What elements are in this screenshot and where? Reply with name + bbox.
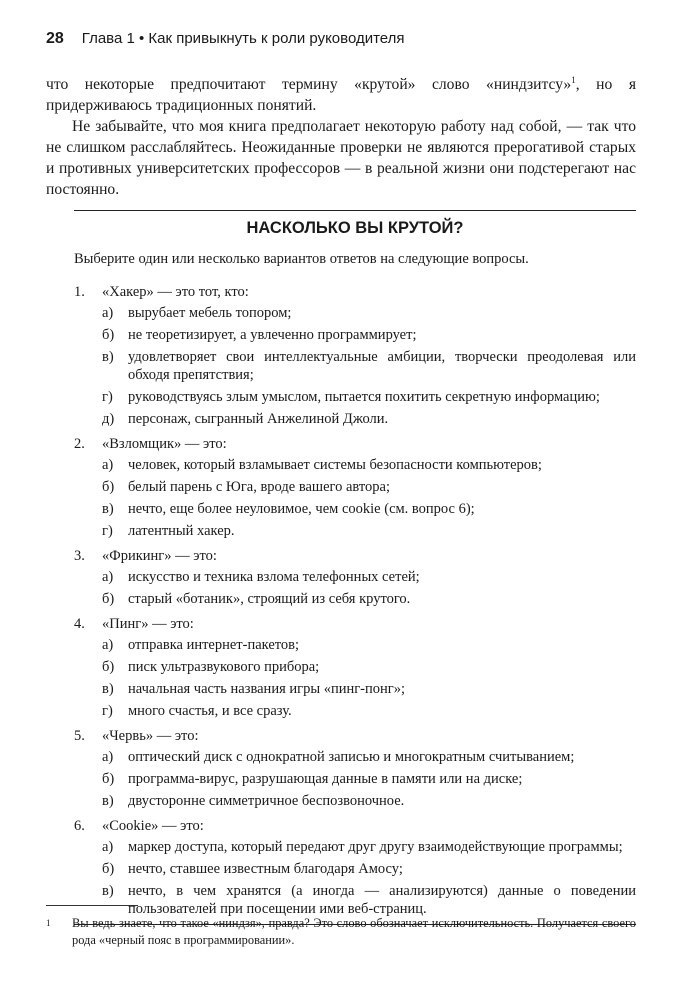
answer-list — [74, 636, 636, 720]
question — [74, 546, 636, 608]
answer-text: удовлетворяет свои интеллектуальные амбиции, творчески преодолевая или обходя препятствия; — [128, 349, 636, 383]
quiz-sidebar — [74, 210, 636, 925]
question-number: 6. — [74, 818, 85, 834]
answer-text: оптический диск с однократной записью и многократным считыванием; — [128, 749, 575, 765]
answer-text: начальная часть названия игры «пинг-понг»; — [128, 681, 406, 697]
answer-text: нечто, ставшее известным благодаря Амосу; — [128, 861, 403, 877]
question-text — [74, 726, 636, 746]
answer-text: руководствуясь злым умыслом, пытается похитить секретную информацию; — [128, 389, 600, 405]
question-label: «Взломщик» — это: — [102, 436, 227, 452]
question — [74, 726, 636, 810]
answer-letter: а) — [102, 457, 114, 473]
answer-option — [74, 478, 636, 496]
answer-option — [74, 568, 636, 586]
answer-option — [74, 680, 636, 698]
paragraph-2: Не забывайте, что моя книга предполагает некоторую работу над собой, — так что не слишком расслабляйтесь. Неожиданные проверки не являются прерогативой старых и противных университетских профессоров — в реальной жизни они подстерегают нас постоянно. — [46, 118, 636, 198]
answer-text: персонаж, сыгранный Анжелиной Джоли. — [128, 411, 389, 427]
answer-letter: в) — [102, 349, 114, 365]
answer-letter: б) — [102, 659, 115, 675]
paragraph-1-text: что некоторые предпочитают термину «крутой» слово «ниндзитсу» — [46, 76, 572, 93]
answer-option — [74, 348, 636, 384]
question-text — [74, 434, 636, 454]
question-label: «Cookie» — это: — [102, 818, 204, 834]
answer-option — [74, 410, 636, 428]
question — [74, 614, 636, 720]
question-number: 5. — [74, 728, 85, 744]
question-label: «Червь» — это: — [102, 728, 199, 744]
answer-text: вырубает мебель топором; — [128, 305, 292, 321]
answer-option — [74, 456, 636, 474]
answer-text: двусторонне симметричное беспозвоночное. — [128, 793, 405, 809]
question-list — [74, 282, 636, 918]
answer-list — [74, 304, 636, 428]
answer-text: отправка интернет-пакетов; — [128, 637, 300, 653]
answer-letter: б) — [102, 771, 115, 787]
answer-option — [74, 388, 636, 406]
answer-option — [74, 702, 636, 720]
footnote-divider — [46, 905, 138, 906]
answer-letter: б) — [102, 327, 115, 343]
question-text — [74, 614, 636, 634]
answer-letter: б) — [102, 479, 115, 495]
question-number: 4. — [74, 616, 85, 632]
answer-option — [74, 636, 636, 654]
answer-text: искусство и техника взлома телефонных сетей; — [128, 569, 420, 585]
answer-letter: в) — [102, 883, 114, 899]
answer-letter: а) — [102, 637, 114, 653]
answer-option — [74, 522, 636, 540]
answer-option — [74, 838, 636, 856]
answer-letter: г) — [102, 523, 113, 539]
question-number: 2. — [74, 436, 85, 452]
footnote — [46, 915, 636, 949]
answer-text: человек, который взламывает системы безопасности компьютеров; — [128, 457, 542, 473]
question — [74, 816, 636, 918]
answer-option — [74, 748, 636, 766]
paragraph-1-tail: , но я придерживаюсь традиционных понятий. — [46, 76, 636, 114]
answer-option — [74, 500, 636, 518]
answer-text: нечто, в чем хранятся (а иногда — анализируются) данные о поведении пользователей при посещении ими веб-страниц. — [128, 883, 636, 917]
answer-text: маркер доступа, который передают друг другу взаимодействующие программы; — [128, 839, 623, 855]
answer-option — [74, 770, 636, 788]
answer-list — [74, 838, 636, 918]
answer-letter: б) — [102, 861, 115, 877]
footnote-text: Вы ведь знаете, что такое «ниндзя», правда? Это слово обозначает исключительность. Получается своего рода «черный пояс в программировании». — [72, 916, 636, 947]
question — [74, 434, 636, 540]
question-label: «Фрикинг» — это: — [102, 548, 217, 564]
question-number: 3. — [74, 548, 85, 564]
chapter-title: Глава 1 • Как привыкнуть к роли руководителя — [81, 30, 405, 47]
answer-letter: в) — [102, 501, 114, 517]
question-text — [74, 546, 636, 566]
quiz-title: НАСКОЛЬКО ВЫ КРУТОЙ? — [246, 219, 464, 237]
answer-list — [74, 568, 636, 608]
answer-letter: г) — [102, 389, 113, 405]
footnote-mark: 1 — [46, 918, 51, 928]
answer-option — [74, 590, 636, 608]
running-head — [46, 30, 636, 48]
question-number: 1. — [74, 284, 85, 300]
question-text — [74, 816, 636, 836]
answer-option — [74, 304, 636, 322]
answer-text: старый «ботаник», строящий из себя крутого. — [128, 591, 411, 607]
answer-letter: б) — [102, 591, 115, 607]
question — [74, 282, 636, 428]
answer-option — [74, 792, 636, 810]
answer-text: белый парень с Юга, вроде вашего автора; — [128, 479, 391, 495]
page — [46, 30, 636, 925]
answer-letter: а) — [102, 749, 114, 765]
answer-list — [74, 456, 636, 540]
answer-option — [74, 658, 636, 676]
answer-text: нечто, еще более неуловимое, чем cookie (см. вопрос 6); — [128, 501, 475, 517]
footnote-ref[interactable]: 1 — [571, 74, 576, 85]
answer-letter: в) — [102, 681, 114, 697]
answer-letter: г) — [102, 703, 113, 719]
answer-text: писк ультразвукового прибора; — [128, 659, 320, 675]
question-label: «Пинг» — это: — [102, 616, 194, 632]
answer-letter: в) — [102, 793, 114, 809]
paragraph-1 — [46, 74, 636, 116]
answer-option — [74, 882, 636, 918]
answer-text: программа-вирус, разрушающая данные в памяти или на диске; — [128, 771, 523, 787]
page-number: 28 — [46, 30, 64, 47]
answer-option — [74, 860, 636, 878]
answer-text: латентный хакер. — [128, 523, 235, 539]
answer-letter: д) — [102, 411, 115, 427]
answer-letter: а) — [102, 305, 114, 321]
answer-text: не теоретизирует, а увлеченно программирует; — [128, 327, 417, 343]
intro-text — [46, 74, 636, 200]
answer-option — [74, 326, 636, 344]
answer-letter: а) — [102, 569, 114, 585]
quiz-instructions: Выберите один или несколько вариантов ответов на следующие вопросы. — [74, 251, 529, 267]
question-label: «Хакер» — это тот, кто: — [102, 284, 249, 300]
answer-letter: а) — [102, 839, 114, 855]
question-text — [74, 282, 636, 302]
answer-text: много счастья, и все сразу. — [128, 703, 292, 719]
answer-list — [74, 748, 636, 810]
